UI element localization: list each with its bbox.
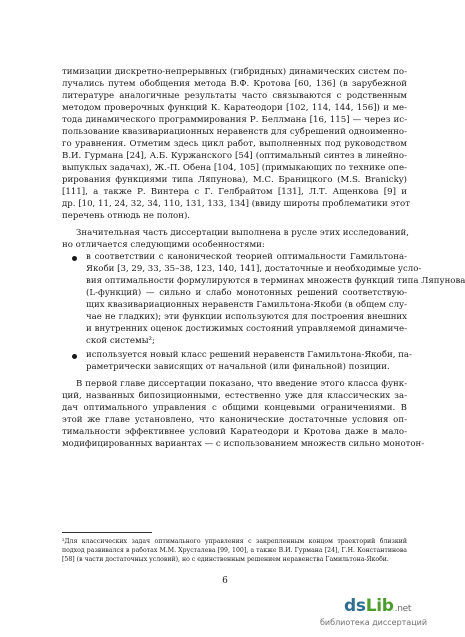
list-item-line: и внутренних оценок достижимых состояний управляемой динамиче-: [86, 324, 407, 334]
text-line: [111], а также Р. Винтера с Г. Гелбрайтом [131], Л.Т. Ащенкова [9] и: [62, 187, 407, 197]
footnote-line: [58] (в части достаточных условий), но с единственным решением неравенства Гамильтона-Якоби.: [62, 556, 389, 563]
bullet-icon: [72, 354, 77, 359]
text-line: дач оптимального управления с общими концевыми ограничениями. В: [62, 403, 407, 413]
text-line: методом проверочных функций К. Каратеодори [102, 114, 144, 156]) и ме-: [62, 103, 407, 113]
text-line: тода динамического программирования Р. Беллмана [16, 115] — через ис-: [62, 115, 407, 125]
logo-lib: Lib: [365, 596, 394, 616]
text-line: перечень отнюдь не полон).: [62, 211, 191, 221]
text-line: лучались путем обобщения метода В.Ф. Кротова [60, 136] (в зарубежной: [62, 79, 407, 89]
list-item-line: в соответствии с канонической теорией оптимальности Гамильтона-: [86, 252, 407, 262]
text-line: но отличается следующими особенностями:: [62, 240, 265, 250]
list-item-line: ской системы²;: [86, 336, 155, 346]
footnote-line: подход развивался в работах М.М. Хрусталева [99, 100], а также В.И. Гурмана [24], Г.Н. Константинова: [62, 547, 407, 554]
text-line: тимизации дискретно-непрерывных (гибридных) динамических систем по-: [62, 67, 407, 77]
text-line: этой же главе установлено, что канонические достаточные условия оп-: [62, 415, 407, 425]
text-line: модифицированных вариантах — с использованием множеств сильно монотон-: [62, 439, 425, 449]
list-item-line: (L-функций) — сильно и слабо монотонных решений соответствую-: [86, 288, 407, 298]
list-item-line: щих квазивариационных неравенств Гамильтона-Якоби (в общем слу-: [86, 300, 407, 310]
footnote-line: ²Для классических задач оптимального управления с закрепленным концом траекторий близкий: [62, 538, 407, 545]
list-item-line: чае не гладких); эти функции используются для построения внешних: [86, 312, 407, 322]
dslib-watermark-logo: [320, 596, 448, 632]
dslib-logo-text: [344, 596, 411, 616]
text-line: др. [10, 11, 24, 32, 34, 110, 131, 133, 134] (ввиду широты проблематики этот: [62, 199, 410, 209]
text-line: тимальности эффективнее условий Каратеодори и Кротова даже в мало-: [62, 427, 407, 437]
text-line: пользование квазивариационных неравенств для субрешений одноименно-: [62, 127, 407, 137]
list-item-line: вия оптимальности формулируются в терминах множеств функций типа Ляпунова: [86, 276, 465, 286]
text-line: рирования функциями типа Ляпунова), М.С. Браницкого (M.S. Branicky): [62, 175, 407, 185]
page-number: 6: [222, 576, 228, 586]
list-item-line: раметрически зависящих от начальной (или финальной) позиции.: [86, 362, 390, 372]
dslib-subtitle: библиотека диссертаций: [320, 618, 428, 627]
text-line: В первой главе диссертации показано, что введение этого класса функ-: [76, 379, 407, 389]
bullet-icon: [72, 256, 77, 261]
text-line: выпуклых задачах), Ж.-П. Обена [104, 105] (примыкающих по технике опе-: [62, 163, 407, 173]
list-item-line: Якоби [3, 29, 33, 35–38, 123, 140, 141], достаточные и необходимые усло-: [86, 264, 422, 274]
text-line: Значительная часть диссертации выполнена в русле этих исследований,: [76, 228, 409, 238]
logo-tld: .net: [394, 604, 412, 614]
logo-ds: ds: [344, 596, 366, 616]
footnote-rule: [62, 532, 152, 533]
text-line: го уравнения. Отметим здесь цикл работ, выполненных под руководством: [62, 139, 407, 149]
text-line: В.И. Гурмана [24], А.Б. Куржанского [54] (оптимальный синтез в линейно-: [62, 151, 407, 161]
text-line: литературе аналогичные результаты часто связываются с родственным: [62, 91, 407, 101]
text-line: ций, названных бипозиционными, естественно уже для классических за-: [62, 391, 407, 401]
list-item-line: используется новый класс решений неравенств Гамильтона-Якоби, па-: [86, 350, 412, 360]
